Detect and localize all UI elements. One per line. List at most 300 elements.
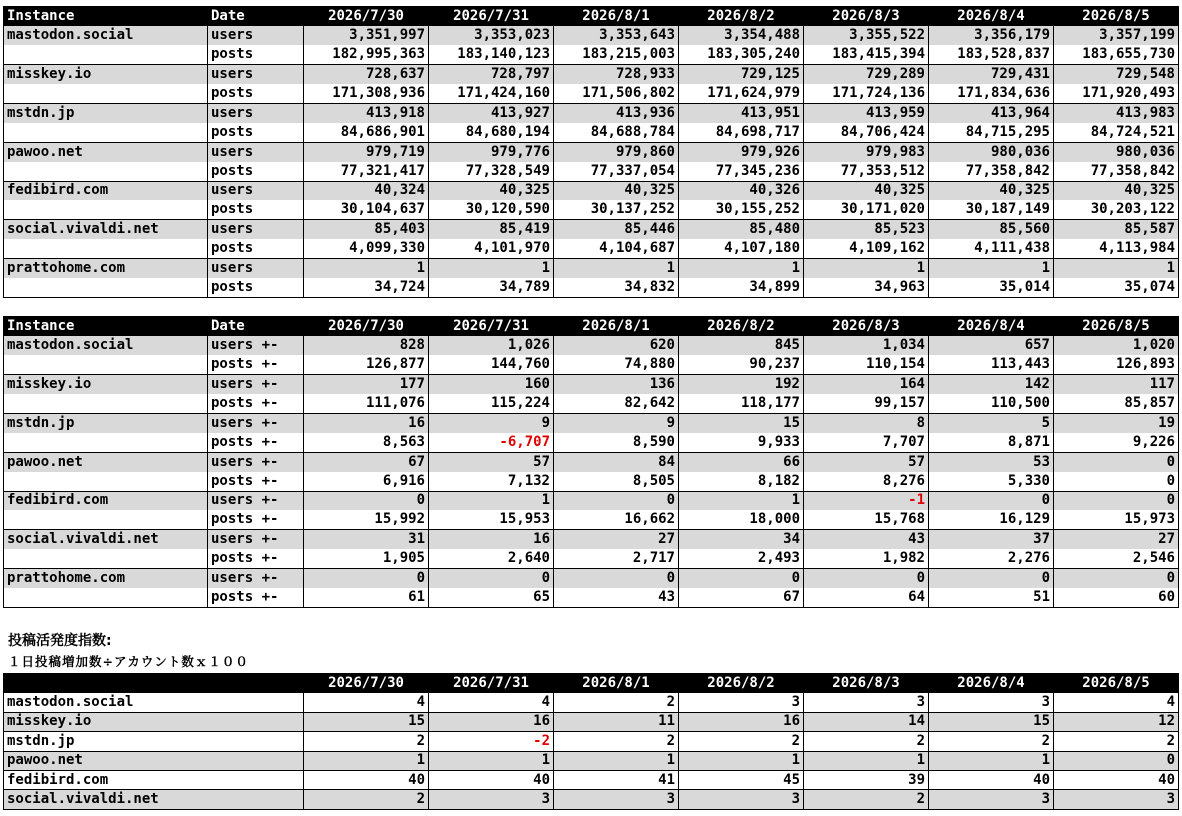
value-cell: 3,351,997 [304, 26, 429, 45]
value-cell: 413,959 [804, 103, 929, 122]
instance-cell: social.vivaldi.net [4, 790, 304, 809]
instance-cell [4, 162, 208, 181]
value-cell: 1 [679, 259, 804, 278]
value-cell: 84,686,901 [304, 123, 429, 142]
table-row [4, 162, 1179, 181]
instance-header: Instance [4, 317, 208, 336]
value-cell: 729,125 [679, 65, 804, 84]
instance-cell: mstdn.jp [4, 103, 208, 122]
value-cell: 4 [1054, 693, 1179, 712]
value-cell: 74,880 [554, 355, 679, 374]
value-cell: 0 [1054, 751, 1179, 770]
value-cell: 99,157 [804, 394, 929, 413]
metric-cell: users +- [208, 452, 304, 471]
value-cell: 34,789 [429, 278, 554, 297]
activity-index-title: 投稿活発度指数: [8, 633, 112, 649]
value-cell: 67 [304, 452, 429, 471]
value-cell: 67 [679, 588, 804, 607]
value-cell: -6,707 [429, 433, 554, 452]
instance-cell: mastodon.social [4, 336, 208, 355]
instance-cell [4, 84, 208, 103]
value-cell: 980,036 [929, 142, 1054, 161]
value-cell: 5,330 [929, 472, 1054, 491]
value-cell: 57 [804, 452, 929, 471]
instance-cell: pawoo.net [4, 452, 208, 471]
date-column-header: 2026/7/31 [429, 674, 554, 693]
table-row [4, 569, 1179, 588]
value-cell: 84,688,784 [554, 123, 679, 142]
value-cell: 77,328,549 [429, 162, 554, 181]
metric-cell: users [208, 65, 304, 84]
value-cell: 1 [929, 751, 1054, 770]
metric-cell: posts [208, 84, 304, 103]
value-cell: 115,224 [429, 394, 554, 413]
metric-cell: posts [208, 239, 304, 258]
table-row [4, 693, 1179, 712]
instance-cell [4, 394, 208, 413]
value-cell: 110,154 [804, 355, 929, 374]
value-cell: 413,918 [304, 103, 429, 122]
value-cell: 4 [304, 693, 429, 712]
value-cell: 0 [304, 491, 429, 510]
date-column-header: 2026/8/4 [929, 7, 1054, 26]
value-cell: 413,983 [1054, 103, 1179, 122]
metric-cell: users [208, 142, 304, 161]
value-cell: 84,698,717 [679, 123, 804, 142]
value-cell: 2,717 [554, 549, 679, 568]
value-cell: 40,325 [804, 181, 929, 200]
metric-cell: users [208, 220, 304, 239]
value-cell: 8,563 [304, 433, 429, 452]
value-cell: 113,443 [929, 355, 1054, 374]
value-cell: 35,014 [929, 278, 1054, 297]
value-cell: 4,099,330 [304, 239, 429, 258]
value-cell: 16,662 [554, 510, 679, 529]
value-cell: 84,680,194 [429, 123, 554, 142]
date-column-header: 2026/8/5 [1054, 674, 1179, 693]
value-cell: 40 [304, 770, 429, 789]
value-cell: 8 [804, 413, 929, 432]
date-column-header: 2026/8/4 [929, 317, 1054, 336]
value-cell: 0 [429, 569, 554, 588]
value-cell: 77,337,054 [554, 162, 679, 181]
metric-cell: users +- [208, 491, 304, 510]
value-cell: 30,104,637 [304, 200, 429, 219]
table-row [4, 220, 1179, 239]
value-cell: 979,860 [554, 142, 679, 161]
instance-cell: fedibird.com [4, 491, 208, 510]
value-cell: 30,120,590 [429, 200, 554, 219]
value-cell: 171,506,802 [554, 84, 679, 103]
value-cell: 729,431 [929, 65, 1054, 84]
value-cell: 40 [429, 770, 554, 789]
value-cell: 40,324 [304, 181, 429, 200]
instance-cell [4, 588, 208, 607]
value-cell: 110,500 [929, 394, 1054, 413]
value-cell: 41 [554, 770, 679, 789]
date-column-header: 2026/8/1 [554, 674, 679, 693]
metric-cell: posts +- [208, 549, 304, 568]
instance-cell: mastodon.social [4, 693, 304, 712]
value-cell: 4,109,162 [804, 239, 929, 258]
value-cell: 31 [304, 530, 429, 549]
table-row [4, 712, 1179, 731]
value-cell: 16 [429, 530, 554, 549]
value-cell: 3,356,179 [929, 26, 1054, 45]
value-cell: 4,101,970 [429, 239, 554, 258]
table-row [4, 84, 1179, 103]
value-cell: 0 [1054, 472, 1179, 491]
metric-cell: posts +- [208, 588, 304, 607]
metric-cell: posts +- [208, 433, 304, 452]
instance-header: Instance [4, 7, 208, 26]
value-cell: 979,776 [429, 142, 554, 161]
value-cell: 1 [429, 491, 554, 510]
value-cell: 15 [929, 712, 1054, 731]
value-cell: 1 [1054, 259, 1179, 278]
date-column-header: 2026/8/2 [679, 317, 804, 336]
value-cell: 142 [929, 375, 1054, 394]
value-cell: 0 [1054, 452, 1179, 471]
value-cell: 3 [1054, 790, 1179, 809]
activity-index-formula: １日投稿増加数÷アカウント数ｘ１００ [8, 654, 249, 669]
instance-cell: misskey.io [4, 65, 208, 84]
value-cell: 2 [804, 790, 929, 809]
blank-header [4, 674, 304, 693]
value-cell: 1,905 [304, 549, 429, 568]
value-cell: 1 [679, 491, 804, 510]
value-cell: 57 [429, 452, 554, 471]
value-cell: 144,760 [429, 355, 554, 374]
value-cell: 7,132 [429, 472, 554, 491]
value-cell: 40 [1054, 770, 1179, 789]
value-cell: 117 [1054, 375, 1179, 394]
value-cell: 15 [304, 712, 429, 731]
value-cell: 34,724 [304, 278, 429, 297]
metric-cell: posts +- [208, 510, 304, 529]
value-cell: 37 [929, 530, 1054, 549]
instance-cell [4, 510, 208, 529]
table-row [4, 200, 1179, 219]
value-cell: 2 [554, 732, 679, 751]
value-cell: 3,354,488 [679, 26, 804, 45]
value-cell: 85,403 [304, 220, 429, 239]
value-cell: 160 [429, 375, 554, 394]
table-row [4, 336, 1179, 355]
table-row [4, 770, 1179, 789]
value-cell: 14 [804, 712, 929, 731]
instance-cell [4, 472, 208, 491]
value-cell: 2 [304, 790, 429, 809]
value-cell: -2 [429, 732, 554, 751]
value-cell: 979,926 [679, 142, 804, 161]
instance-cell: mstdn.jp [4, 732, 304, 751]
metric-cell: posts [208, 278, 304, 297]
value-cell: 3 [679, 790, 804, 809]
value-cell: 51 [929, 588, 1054, 607]
date-column-header: 2026/8/2 [679, 7, 804, 26]
value-cell: 40,325 [929, 181, 1054, 200]
value-cell: 4 [429, 693, 554, 712]
value-cell: 40 [929, 770, 1054, 789]
value-cell: 2 [1054, 732, 1179, 751]
value-cell: 85,480 [679, 220, 804, 239]
table-row [4, 355, 1179, 374]
value-cell: 126,893 [1054, 355, 1179, 374]
value-cell: 34,899 [679, 278, 804, 297]
value-cell: 8,505 [554, 472, 679, 491]
instance-cell: misskey.io [4, 712, 304, 731]
date-column-header: 2026/8/4 [929, 674, 1054, 693]
value-cell: 7,707 [804, 433, 929, 452]
value-cell: 4,104,687 [554, 239, 679, 258]
date-column-header: 2026/7/31 [429, 317, 554, 336]
value-cell: 2 [554, 693, 679, 712]
date-column-header: 2026/8/1 [554, 7, 679, 26]
value-cell: 15,973 [1054, 510, 1179, 529]
value-cell: 413,964 [929, 103, 1054, 122]
table-row [4, 732, 1179, 751]
table-row [4, 413, 1179, 432]
metric-cell: posts [208, 123, 304, 142]
value-cell: 4,107,180 [679, 239, 804, 258]
value-cell: 27 [554, 530, 679, 549]
value-cell: 828 [304, 336, 429, 355]
instance-cell: prattohome.com [4, 569, 208, 588]
metric-cell: users [208, 103, 304, 122]
value-cell: 183,305,240 [679, 45, 804, 64]
value-cell: 30,155,252 [679, 200, 804, 219]
metric-cell: users [208, 26, 304, 45]
table-row [4, 181, 1179, 200]
value-cell: 77,358,842 [929, 162, 1054, 181]
instance-cell: mastodon.social [4, 26, 208, 45]
metric-cell: users [208, 181, 304, 200]
value-cell: 2,640 [429, 549, 554, 568]
value-cell: 65 [429, 588, 554, 607]
value-cell: 1 [304, 259, 429, 278]
value-cell: 35,074 [1054, 278, 1179, 297]
value-cell: 0 [304, 569, 429, 588]
value-cell: 45 [679, 770, 804, 789]
value-cell: 15,768 [804, 510, 929, 529]
date-header: Date [208, 7, 304, 26]
value-cell: 3 [554, 790, 679, 809]
value-cell: 6,916 [304, 472, 429, 491]
value-cell: 84 [554, 452, 679, 471]
table-row [4, 45, 1179, 64]
value-cell: 12 [1054, 712, 1179, 731]
value-cell: 657 [929, 336, 1054, 355]
value-cell: 30,171,020 [804, 200, 929, 219]
value-cell: 15 [679, 413, 804, 432]
metric-cell: users +- [208, 530, 304, 549]
value-cell: 2,493 [679, 549, 804, 568]
instance-cell: pawoo.net [4, 751, 304, 770]
value-cell: 85,523 [804, 220, 929, 239]
value-cell: 171,724,136 [804, 84, 929, 103]
value-cell: 34,963 [804, 278, 929, 297]
table-row [4, 278, 1179, 297]
value-cell: 1 [804, 259, 929, 278]
instance-cell: social.vivaldi.net [4, 530, 208, 549]
value-cell: 9 [429, 413, 554, 432]
value-cell: 3 [929, 790, 1054, 809]
value-cell: 183,655,730 [1054, 45, 1179, 64]
instance-cell [4, 549, 208, 568]
value-cell: 126,877 [304, 355, 429, 374]
value-cell: 728,933 [554, 65, 679, 84]
value-cell: 77,353,512 [804, 162, 929, 181]
table-row [4, 103, 1179, 122]
value-cell: 171,834,636 [929, 84, 1054, 103]
value-cell: 40,326 [679, 181, 804, 200]
value-cell: 8,871 [929, 433, 1054, 452]
value-cell: 3 [929, 693, 1054, 712]
value-cell: 77,321,417 [304, 162, 429, 181]
instance-cell [4, 123, 208, 142]
value-cell: 4,111,438 [929, 239, 1054, 258]
value-cell: 729,289 [804, 65, 929, 84]
value-cell: 43 [804, 530, 929, 549]
value-cell: 16 [429, 712, 554, 731]
table-row [4, 549, 1179, 568]
instance-cell: pawoo.net [4, 142, 208, 161]
value-cell: 16,129 [929, 510, 1054, 529]
table-row [4, 65, 1179, 84]
value-cell: 39 [804, 770, 929, 789]
value-cell: 2 [679, 732, 804, 751]
table-row [4, 452, 1179, 471]
value-cell: 9,933 [679, 433, 804, 452]
value-cell: 0 [929, 491, 1054, 510]
value-cell: 1 [929, 259, 1054, 278]
metric-cell: posts [208, 162, 304, 181]
table-row [4, 751, 1179, 770]
table-row [4, 510, 1179, 529]
metric-cell: users +- [208, 375, 304, 394]
value-cell: 845 [679, 336, 804, 355]
value-cell: 0 [929, 569, 1054, 588]
value-cell: 16 [679, 712, 804, 731]
value-cell: 1,020 [1054, 336, 1179, 355]
value-cell: 1 [429, 751, 554, 770]
table-row [4, 472, 1179, 491]
instance-cell: social.vivaldi.net [4, 220, 208, 239]
metric-cell: posts +- [208, 355, 304, 374]
instance-cell [4, 355, 208, 374]
date-column-header: 2026/8/2 [679, 674, 804, 693]
value-cell: 192 [679, 375, 804, 394]
table-row [4, 239, 1179, 258]
value-cell: 413,951 [679, 103, 804, 122]
value-cell: 40,325 [429, 181, 554, 200]
value-cell: 5 [929, 413, 1054, 432]
instance-cell: fedibird.com [4, 181, 208, 200]
value-cell: 9,226 [1054, 433, 1179, 452]
value-cell: 1 [304, 751, 429, 770]
value-cell: 15,992 [304, 510, 429, 529]
value-cell: 2,546 [1054, 549, 1179, 568]
date-column-header: 2026/8/5 [1054, 317, 1179, 336]
header-row [4, 674, 1179, 693]
value-cell: 183,528,837 [929, 45, 1054, 64]
value-cell: 8,590 [554, 433, 679, 452]
date-header: Date [208, 317, 304, 336]
value-cell: 3 [429, 790, 554, 809]
table-row [4, 259, 1179, 278]
value-cell: 979,719 [304, 142, 429, 161]
value-cell: 0 [679, 569, 804, 588]
value-cell: 15,953 [429, 510, 554, 529]
table-row [4, 588, 1179, 607]
instance-cell [4, 45, 208, 64]
value-cell: 84,706,424 [804, 123, 929, 142]
table-row [4, 491, 1179, 510]
value-cell: 1 [429, 259, 554, 278]
value-cell: 30,137,252 [554, 200, 679, 219]
value-cell: 980,036 [1054, 142, 1179, 161]
value-cell: 82,642 [554, 394, 679, 413]
value-cell: 11 [554, 712, 679, 731]
value-cell: 0 [804, 569, 929, 588]
value-cell: 1,982 [804, 549, 929, 568]
value-cell: 0 [554, 569, 679, 588]
value-cell: 413,936 [554, 103, 679, 122]
value-cell: 728,797 [429, 65, 554, 84]
value-cell: 183,140,123 [429, 45, 554, 64]
value-cell: 19 [1054, 413, 1179, 432]
metric-cell: posts [208, 200, 304, 219]
value-cell: 171,308,936 [304, 84, 429, 103]
value-cell: 34,832 [554, 278, 679, 297]
value-cell: 77,358,842 [1054, 162, 1179, 181]
value-cell: 118,177 [679, 394, 804, 413]
value-cell: 40,325 [554, 181, 679, 200]
value-cell: 183,415,394 [804, 45, 929, 64]
table-row [4, 790, 1179, 809]
instance-cell: misskey.io [4, 375, 208, 394]
value-cell: 8,182 [679, 472, 804, 491]
value-cell: 40,325 [1054, 181, 1179, 200]
metric-cell: posts +- [208, 394, 304, 413]
value-cell: 979,983 [804, 142, 929, 161]
instance-cell [4, 433, 208, 452]
instance-cell: mstdn.jp [4, 413, 208, 432]
value-cell: 77,345,236 [679, 162, 804, 181]
daily-change-table [3, 316, 1179, 608]
instance-cell: fedibird.com [4, 770, 304, 789]
value-cell: 3,355,522 [804, 26, 929, 45]
value-cell: 413,927 [429, 103, 554, 122]
value-cell: 177 [304, 375, 429, 394]
table-row [4, 123, 1179, 142]
metric-cell: posts [208, 45, 304, 64]
value-cell: 66 [679, 452, 804, 471]
value-cell: 9 [554, 413, 679, 432]
value-cell: 1,034 [804, 336, 929, 355]
value-cell: 85,446 [554, 220, 679, 239]
value-cell: 3,353,023 [429, 26, 554, 45]
table-row [4, 433, 1179, 452]
value-cell: 64 [804, 588, 929, 607]
table-row [4, 394, 1179, 413]
value-cell: 43 [554, 588, 679, 607]
value-cell: 1 [679, 751, 804, 770]
value-cell: 30,187,149 [929, 200, 1054, 219]
instance-cell [4, 200, 208, 219]
value-cell: 171,624,979 [679, 84, 804, 103]
